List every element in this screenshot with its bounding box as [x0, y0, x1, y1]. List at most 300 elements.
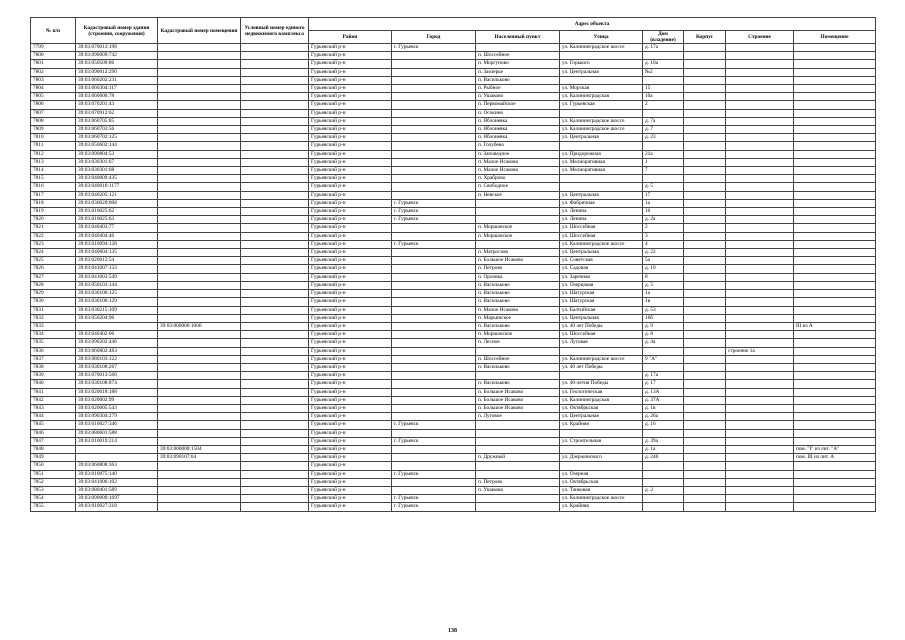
document-sheet — [30, 17, 876, 512]
cell-settlement: п. Васильково — [476, 281, 560, 289]
cell-street: ул. Ленина — [560, 216, 643, 224]
cell-num: 7837 — [31, 355, 76, 363]
cell-street: ул. Центральная — [560, 68, 643, 76]
table-row — [31, 281, 876, 289]
table-row — [31, 240, 876, 248]
cell-cad-building: 39:03:030106:125 — [76, 290, 158, 298]
cell-house — [643, 470, 684, 478]
cell-house: 4 — [643, 240, 684, 248]
cell-pomeshchenie — [794, 265, 876, 273]
cell-house: 1а — [643, 199, 684, 207]
cell-street: ул. Калининградская — [560, 93, 643, 101]
cell-street — [560, 52, 643, 60]
cell-cad-building: 39:03:050103:144 — [76, 281, 158, 289]
cell-stroenie — [726, 199, 794, 207]
cell-region: Гурьевский р-н — [309, 175, 392, 183]
cell-cad-complex — [241, 257, 309, 265]
table-row — [31, 52, 876, 60]
cell-house — [643, 142, 684, 150]
cell-pomeshchenie — [794, 142, 876, 150]
cell-city — [392, 142, 476, 150]
cell-num: 7855 — [31, 503, 76, 511]
cell-house: д. 17а — [643, 372, 684, 380]
cell-cad-building: 39:03:030106:129 — [76, 298, 158, 306]
cell-stroenie — [726, 93, 794, 101]
cell-house: 3 — [643, 232, 684, 240]
col-header-num: № п/п — [31, 18, 76, 44]
cell-city: г. Гурьевск — [392, 470, 476, 478]
cell-korpus — [684, 232, 726, 240]
table-row — [31, 470, 876, 478]
cell-house — [643, 429, 684, 437]
cell-house: д. 8 — [643, 331, 684, 339]
cell-pomeshchenie — [794, 101, 876, 109]
table-row — [31, 331, 876, 339]
cell-house: д. 13А — [643, 388, 684, 396]
cell-num: 7846 — [31, 429, 76, 437]
cell-stroenie — [726, 85, 794, 93]
cell-cad-building: 39:03:080601:588 — [76, 429, 158, 437]
cell-korpus — [684, 249, 726, 257]
cell-city: г. Гурьевск — [392, 208, 476, 216]
cell-house: д. 23 — [643, 134, 684, 142]
cell-cad-complex — [241, 290, 309, 298]
cell-region: Гурьевский р-н — [309, 167, 392, 175]
cell-settlement: п. Моргуново — [476, 60, 560, 68]
cell-cad-building: 39:03:030020:608 — [76, 199, 158, 207]
cell-cad-room — [158, 44, 241, 52]
cell-street: ул. Озерцовая — [560, 281, 643, 289]
cell-city — [392, 429, 476, 437]
cell-cad-building: 39:03:030108:874 — [76, 380, 158, 388]
cell-region: Гурьевский р-н — [309, 281, 392, 289]
cell-num: 7849 — [31, 454, 76, 462]
cell-cad-building: 39:03:010025:63 — [76, 216, 158, 224]
cell-korpus — [684, 52, 726, 60]
table-row — [31, 183, 876, 191]
cell-region: Гурьевский р-н — [309, 404, 392, 412]
cell-city — [392, 445, 476, 453]
cell-city — [392, 306, 476, 314]
cell-korpus — [684, 85, 726, 93]
cell-settlement: п. Васильково — [476, 290, 560, 298]
cell-house: д. 2а — [643, 216, 684, 224]
cell-cad-building: 39:03:041003:549 — [76, 273, 158, 281]
table-row — [31, 101, 876, 109]
cell-num: 7818 — [31, 199, 76, 207]
col-header-street: Улица — [560, 31, 643, 44]
cell-street — [560, 109, 643, 117]
table-row — [31, 134, 876, 142]
cell-region: Гурьевский р-н — [309, 117, 392, 125]
cell-city — [392, 101, 476, 109]
cell-house — [643, 462, 684, 470]
cell-num: 7827 — [31, 273, 76, 281]
cell-house: д. 246 — [643, 454, 684, 462]
cell-cad-building: 39:03:090009:742 — [76, 52, 158, 60]
cell-stroenie — [726, 331, 794, 339]
cell-korpus — [684, 208, 726, 216]
cell-num: 7803 — [31, 76, 76, 84]
cell-settlement: п. Петрово — [476, 265, 560, 273]
cell-num: 7838 — [31, 363, 76, 371]
cell-cad-building: 39:03:020018:188 — [76, 388, 158, 396]
cell-cad-complex — [241, 175, 309, 183]
cell-cad-building: 39:03:030301:67 — [76, 158, 158, 166]
cell-cad-building: 39:03:030108:267 — [76, 363, 158, 371]
cell-region: Гурьевский р-н — [309, 445, 392, 453]
cell-city — [392, 462, 476, 470]
cell-settlement: п. Васильково — [476, 298, 560, 306]
cell-korpus — [684, 175, 726, 183]
cell-cad-complex — [241, 134, 309, 142]
cell-cad-room — [158, 314, 241, 322]
cell-region: Гурьевский р-н — [309, 429, 392, 437]
cell-num: 7843 — [31, 404, 76, 412]
cell-num: 7845 — [31, 421, 76, 429]
cell-cad-room — [158, 85, 241, 93]
cell-korpus — [684, 486, 726, 494]
cell-cad-complex — [241, 331, 309, 339]
cell-num: 7806 — [31, 101, 76, 109]
cell-settlement — [476, 216, 560, 224]
cell-pomeshchenie — [794, 437, 876, 445]
cell-cad-room — [158, 60, 241, 68]
cell-cad-complex — [241, 437, 309, 445]
table-row — [31, 298, 876, 306]
table-row — [31, 314, 876, 322]
table-row — [31, 68, 876, 76]
cell-num: 7853 — [31, 486, 76, 494]
cell-settlement — [476, 44, 560, 52]
cell-cad-room — [158, 273, 241, 281]
cell-settlement — [476, 445, 560, 453]
cell-house — [643, 109, 684, 117]
cell-cad-complex — [241, 347, 309, 355]
cell-street: ул. Шатурская — [560, 298, 643, 306]
cell-settlement: п. Малое Исаково — [476, 158, 560, 166]
cell-region: Гурьевский р-н — [309, 380, 392, 388]
cell-cad-complex — [241, 150, 309, 158]
cell-cad-complex — [241, 429, 309, 437]
cell-region: Гурьевский р-н — [309, 273, 392, 281]
cell-pomeshchenie — [794, 208, 876, 216]
cell-num: 7814 — [31, 167, 76, 175]
cell-pomeshchenie — [794, 126, 876, 134]
cell-stroenie — [726, 486, 794, 494]
cell-house: 16 — [643, 208, 684, 216]
cell-cad-building: 39:03:010027:346 — [76, 421, 158, 429]
cell-settlement: п. Васильково — [476, 76, 560, 84]
cell-num: 7817 — [31, 191, 76, 199]
cell-stroenie — [726, 503, 794, 511]
cell-cad-complex — [241, 44, 309, 52]
cell-cad-complex — [241, 298, 309, 306]
cell-street — [560, 142, 643, 150]
cell-cad-building: 39:03:010027:318 — [76, 503, 158, 511]
cell-cad-room — [158, 134, 241, 142]
cell-city — [392, 60, 476, 68]
cell-settlement: п. Рыбное — [476, 85, 560, 93]
cell-num: 7839 — [31, 372, 76, 380]
cell-pomeshchenie — [794, 158, 876, 166]
cell-stroenie — [726, 60, 794, 68]
cell-city — [392, 396, 476, 404]
cell-settlement — [476, 240, 560, 248]
cell-cad-building: 39:03:010019:214 — [76, 437, 158, 445]
cell-cad-complex — [241, 372, 309, 380]
cell-city — [392, 322, 476, 330]
table-row — [31, 93, 876, 101]
cell-settlement — [476, 462, 560, 470]
cell-cad-room — [158, 109, 241, 117]
cell-stroenie — [726, 232, 794, 240]
cell-house — [643, 347, 684, 355]
cell-korpus — [684, 478, 726, 486]
cell-street: ул. Калининградское шоссе — [560, 355, 643, 363]
cell-cad-complex — [241, 85, 309, 93]
cell-cad-building: 39:03:010025:62 — [76, 208, 158, 216]
cell-cad-room — [158, 257, 241, 265]
cell-settlement: п. Осокино — [476, 109, 560, 117]
cell-cad-building: 39:03:041007:133 — [76, 265, 158, 273]
table-row — [31, 224, 876, 232]
cell-house: 2 — [643, 224, 684, 232]
cell-city — [392, 281, 476, 289]
col-header-korpus: Корпус — [684, 31, 726, 44]
table-row — [31, 158, 876, 166]
cell-region: Гурьевский р-н — [309, 240, 392, 248]
cell-cad-complex — [241, 421, 309, 429]
cell-city — [392, 486, 476, 494]
cell-cad-building: 39:03:070013:566 — [76, 372, 158, 380]
cell-korpus — [684, 347, 726, 355]
cell-cad-room — [158, 503, 241, 511]
table-row — [31, 363, 876, 371]
cell-num: 7807 — [31, 109, 76, 117]
cell-settlement: п. Луговое — [476, 413, 560, 421]
cell-cad-complex — [241, 167, 309, 175]
cell-city — [392, 454, 476, 462]
cell-cad-room — [158, 68, 241, 76]
cell-cad-complex — [241, 462, 309, 470]
cell-region: Гурьевский р-н — [309, 355, 392, 363]
cell-stroenie — [726, 495, 794, 503]
cell-city: г. Гурьевск — [392, 503, 476, 511]
cell-pomeshchenie — [794, 470, 876, 478]
table-row — [31, 478, 876, 486]
cell-region: Гурьевский р-н — [309, 290, 392, 298]
cell-city — [392, 290, 476, 298]
cell-house — [643, 478, 684, 486]
cell-cad-room — [158, 232, 241, 240]
cell-street: ул. Центральная — [560, 413, 643, 421]
cell-cad-complex — [241, 158, 309, 166]
cell-city — [392, 372, 476, 380]
cell-city — [392, 298, 476, 306]
cell-cad-room — [158, 306, 241, 314]
cell-city — [392, 68, 476, 76]
cell-stroenie — [726, 478, 794, 486]
cell-city: г. Гурьевск — [392, 495, 476, 503]
cell-stroenie — [726, 413, 794, 421]
cell-cad-building: 39:03:040205:121 — [76, 191, 158, 199]
cell-num: 7851 — [31, 470, 76, 478]
table-row — [31, 503, 876, 511]
cell-region: Гурьевский р-н — [309, 52, 392, 60]
cell-street — [560, 183, 643, 191]
cell-num: 7847 — [31, 437, 76, 445]
cell-street: ул. Придорожная — [560, 150, 643, 158]
cell-korpus — [684, 503, 726, 511]
cell-korpus — [684, 396, 726, 404]
cell-settlement: п. Яблоневка — [476, 134, 560, 142]
cell-num: 7836 — [31, 347, 76, 355]
table-row — [31, 429, 876, 437]
table-row — [31, 445, 876, 453]
cell-cad-complex — [241, 339, 309, 347]
cell-korpus — [684, 126, 726, 134]
cell-street: ул. Шоссейная — [560, 331, 643, 339]
table-row — [31, 486, 876, 494]
cell-settlement: п. Заозерье — [476, 68, 560, 76]
cell-settlement — [476, 503, 560, 511]
cell-korpus — [684, 265, 726, 273]
cell-city — [392, 175, 476, 183]
cell-house: 7 — [643, 167, 684, 175]
cell-house: д. 22 — [643, 249, 684, 257]
cell-korpus — [684, 445, 726, 453]
cell-house: д. 5 — [643, 281, 684, 289]
cell-region: Гурьевский р-н — [309, 470, 392, 478]
cell-korpus — [684, 331, 726, 339]
cell-city: г. Гурьевск — [392, 216, 476, 224]
cell-house: д. 26а — [643, 413, 684, 421]
cell-pomeshchenie — [794, 240, 876, 248]
cell-cad-complex — [241, 109, 309, 117]
cell-pomeshchenie — [794, 306, 876, 314]
cell-settlement: п. Шоссейное — [476, 355, 560, 363]
cell-korpus — [684, 44, 726, 52]
cell-korpus — [684, 117, 726, 125]
cell-stroenie — [726, 142, 794, 150]
table-row — [31, 216, 876, 224]
cell-korpus — [684, 60, 726, 68]
table-row — [31, 347, 876, 355]
cell-cad-building: 39:03:040403:77 — [76, 224, 158, 232]
cell-house — [643, 52, 684, 60]
cell-korpus — [684, 134, 726, 142]
cell-region: Гурьевский р-н — [309, 199, 392, 207]
cell-stroenie: строение 1а — [726, 347, 794, 355]
cell-house: 16б — [643, 314, 684, 322]
cell-region: Гурьевский р-н — [309, 142, 392, 150]
table-row — [31, 388, 876, 396]
cell-num: 7820 — [31, 216, 76, 224]
cell-cad-room — [158, 76, 241, 84]
cell-settlement: п. Дружный — [476, 454, 560, 462]
cell-korpus — [684, 355, 726, 363]
cell-city — [392, 183, 476, 191]
cell-settlement: п. Васильково — [476, 322, 560, 330]
cell-korpus — [684, 257, 726, 265]
table-row — [31, 109, 876, 117]
cell-num: 7831 — [31, 306, 76, 314]
cell-settlement: п. Первомайское — [476, 101, 560, 109]
cell-pomeshchenie — [794, 404, 876, 412]
col-header-address-group: Адрес объекта — [309, 18, 876, 31]
cell-street — [560, 175, 643, 183]
cell-num: 7835 — [31, 339, 76, 347]
cell-region: Гурьевский р-н — [309, 495, 392, 503]
cell-settlement — [476, 421, 560, 429]
table-row — [31, 462, 876, 470]
cell-stroenie — [726, 158, 794, 166]
cell-stroenie — [726, 437, 794, 445]
cell-cad-room — [158, 380, 241, 388]
cell-settlement: п. Большое Исаково — [476, 404, 560, 412]
cell-korpus — [684, 191, 726, 199]
table-row — [31, 208, 876, 216]
cell-cad-building: 39:03:080103:122 — [76, 355, 158, 363]
cell-cad-complex — [241, 126, 309, 134]
cell-house: д. 10а — [643, 60, 684, 68]
cell-settlement: п. Малое Исаково — [476, 306, 560, 314]
cell-korpus — [684, 158, 726, 166]
cell-korpus — [684, 273, 726, 281]
cell-num: 7841 — [31, 388, 76, 396]
table-row — [31, 150, 876, 158]
cell-stroenie — [726, 339, 794, 347]
table-row — [31, 142, 876, 150]
cell-num: 7808 — [31, 117, 76, 125]
cell-pomeshchenie — [794, 314, 876, 322]
cell-city — [392, 273, 476, 281]
cell-house: д. 9 — [643, 322, 684, 330]
cell-pomeshchenie: пом. III из лит. А — [794, 454, 876, 462]
cell-pomeshchenie — [794, 478, 876, 486]
table-row — [31, 495, 876, 503]
cell-house: д. 1а — [643, 445, 684, 453]
cell-num: 7815 — [31, 175, 76, 183]
cell-house: д. 10 — [643, 265, 684, 273]
cell-settlement: п. Лесное — [476, 339, 560, 347]
cell-cad-room: 39:03:090107:64 — [158, 454, 241, 462]
cell-cad-complex — [241, 454, 309, 462]
cell-num: 7811 — [31, 142, 76, 150]
cell-stroenie — [726, 429, 794, 437]
cell-pomeshchenie — [794, 421, 876, 429]
cell-cad-complex — [241, 404, 309, 412]
cell-num: 7804 — [31, 85, 76, 93]
cell-cad-room — [158, 331, 241, 339]
table-row — [31, 232, 876, 240]
table-row — [31, 44, 876, 52]
cell-city — [392, 478, 476, 486]
cell-pomeshchenie — [794, 199, 876, 207]
col-header-pomeshchenie: Помещение — [794, 31, 876, 44]
cell-house — [643, 495, 684, 503]
cell-stroenie — [726, 68, 794, 76]
cell-region: Гурьевский р-н — [309, 126, 392, 134]
cell-house: д. 39а — [643, 437, 684, 445]
cell-house: 2 — [643, 101, 684, 109]
cell-stroenie — [726, 306, 794, 314]
cell-region: Гурьевский р-н — [309, 208, 392, 216]
cell-region: Гурьевский р-н — [309, 265, 392, 273]
cell-region: Гурьевский р-н — [309, 339, 392, 347]
cell-street: ул. 40 лет Победы — [560, 322, 643, 330]
